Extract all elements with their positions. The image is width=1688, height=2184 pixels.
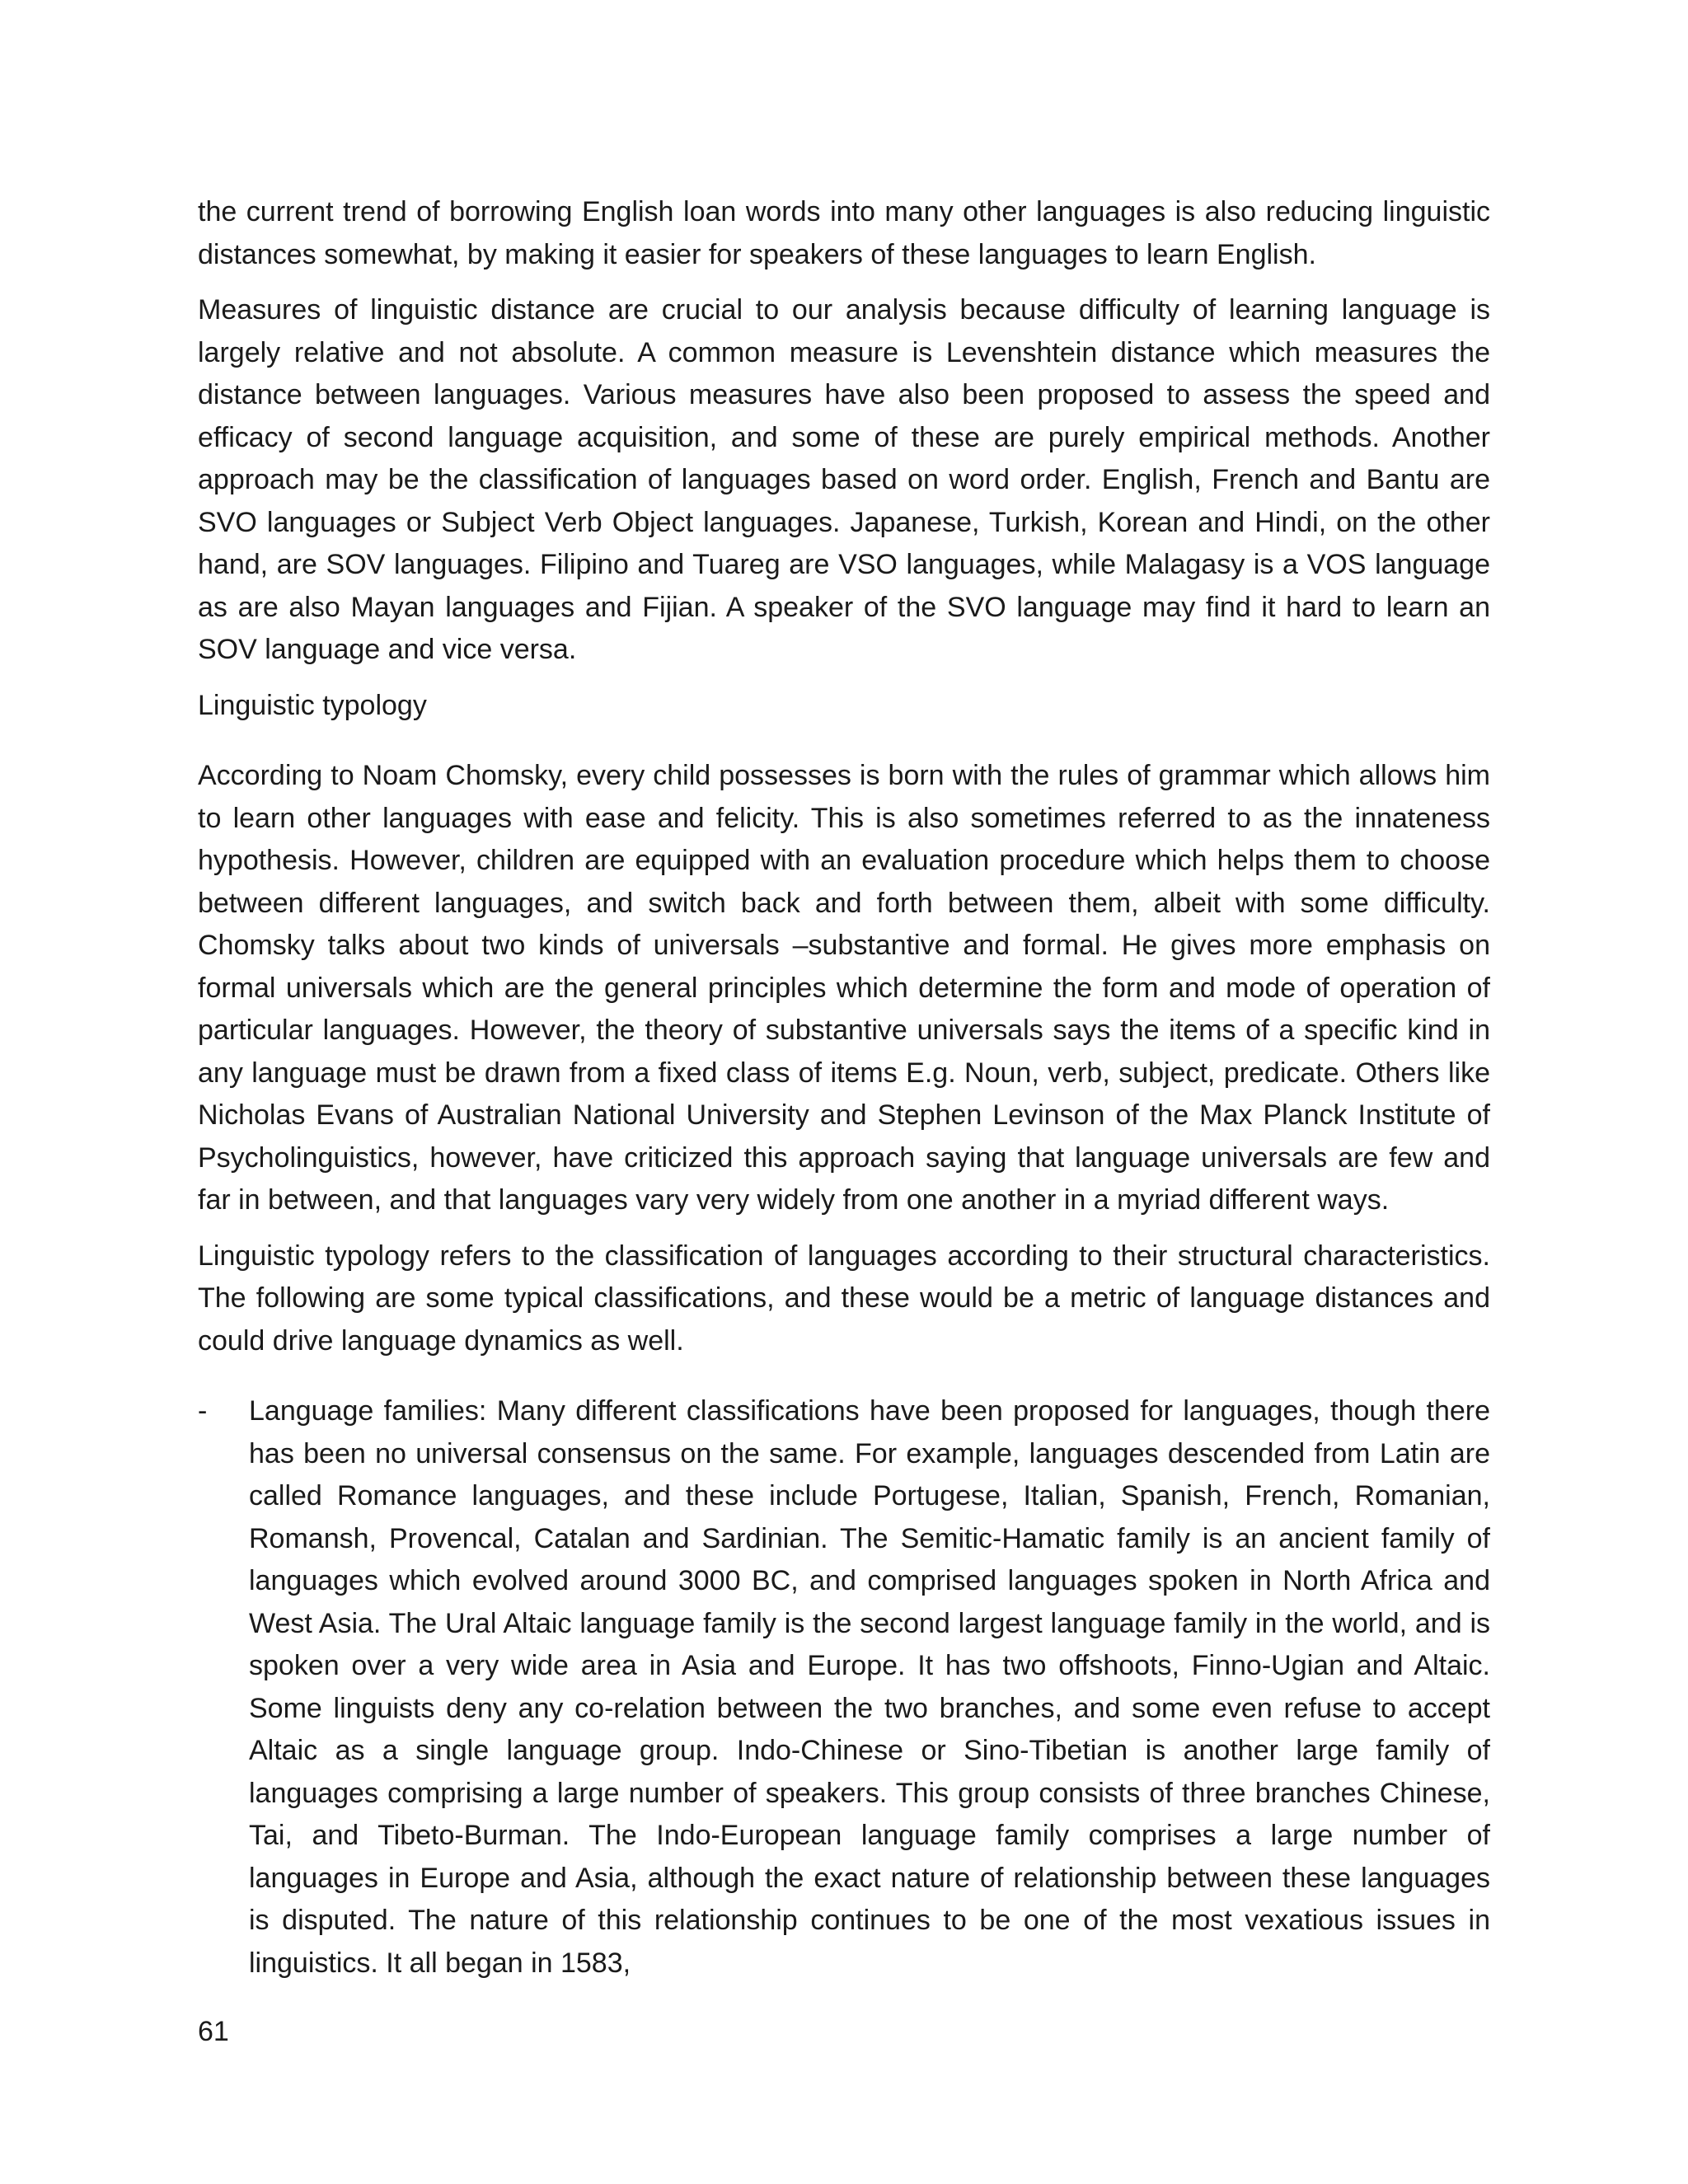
bullet-marker: - <box>198 1395 208 1427</box>
list-item-language-families <box>198 1390 1490 1985</box>
paragraph-typology: Linguistic typology refers to the classification of languages according to their structural characteristics. The following are some typical classifications, and these would be a metric of language distances and could drive language dynamics as well. <box>198 1240 1490 1357</box>
page-body <box>198 191 1490 1985</box>
paragraph-chomsky: According to Noam Chomsky, every child possesses is born with the rules of grammar which allows him to learn other languages with ease and felicity. This is also sometimes referred to as the innateness hypothesis. However, children are equipped with an evaluation procedure which helps them to choose between different languages, and switch back and forth between them, albeit with some difficulty. Chomsky talks about two kinds of universals –substantive and formal. He gives more emphasis on formal universals which are the general principles which determine the form and mode of operation of particular languages. However, the theory of substantive universals says the items of a specific kind in any language must be drawn from a fixed class of items E.g. Noun, verb, subject, predicate. Others like Nicholas Evans of Australian National University and Stephen Levinson of the Max Planck Institute of Psycholinguistics, however, have criticized this approach saying that language universals are few and far in between, and that languages vary very widely from one another in a myriad different ways. <box>198 760 1490 1216</box>
paragraph-linguistic-distance: Measures of linguistic distance are crucial to our analysis because difficulty of learning language is largely relative and not absolute. A common measure is Levenshtein distance which measures the distance between languages. Various measures have also been proposed to assess the speed and efficacy of second language acquisition, and some of these are purely empirical methods. Another approach may be the classification of languages based on word order. English, French and Bantu are SVO languages or Subject Verb Object languages. Japanese, Turkish, Korean and Hindi, on the other hand, are SOV languages. Filipino and Tuareg are VSO languages, while Malagasy is a VOS language as are also Mayan languages and Fijian. A speaker of the SVO language may find it hard to learn an SOV language and vice versa. <box>198 294 1490 665</box>
section-heading: Linguistic typology <box>198 689 427 721</box>
list-item-text: Language families: Many different classifications have been proposed for languages, though there has been no universal consensus on the same. For example, languages descended from Latin are called Romance languages, and these include Portugese, Italian, Spanish, French, Romanian, Romansh, Provencal, Catalan and Sardinian. The Semitic-Hamatic family is an ancient family of languages which evolved around 3000 BC, and comprised languages spoken in North Africa and West Asia. The Ural Altaic language family is the second largest language family in the world, and is spoken over a very wide area in Asia and Europe. It has two offshoots, Finno-Ugian and Altaic. Some linguists deny any co-relation between the two branches, and some even refuse to accept Altaic as a single language group. Indo-Chinese or Sino-Tibetian is another large family of languages comprising a large number of speakers. This group consists of three branches Chinese, Tai, and Tibeto-Burman. The Indo-European language family comprises a large number of languages in Europe and Asia, although the exact nature of relationship between these languages is disputed. The nature of this relationship continues to be one of the most vexatious issues in linguistics. It all began in 1583, <box>249 1395 1490 1979</box>
page-number: 61 <box>198 2016 229 2047</box>
paragraph-loanwords: the current trend of borrowing English loan words into many other languages is also reducing linguistic distances somewhat, by making it easier for speakers of these languages to learn English. <box>198 196 1490 270</box>
